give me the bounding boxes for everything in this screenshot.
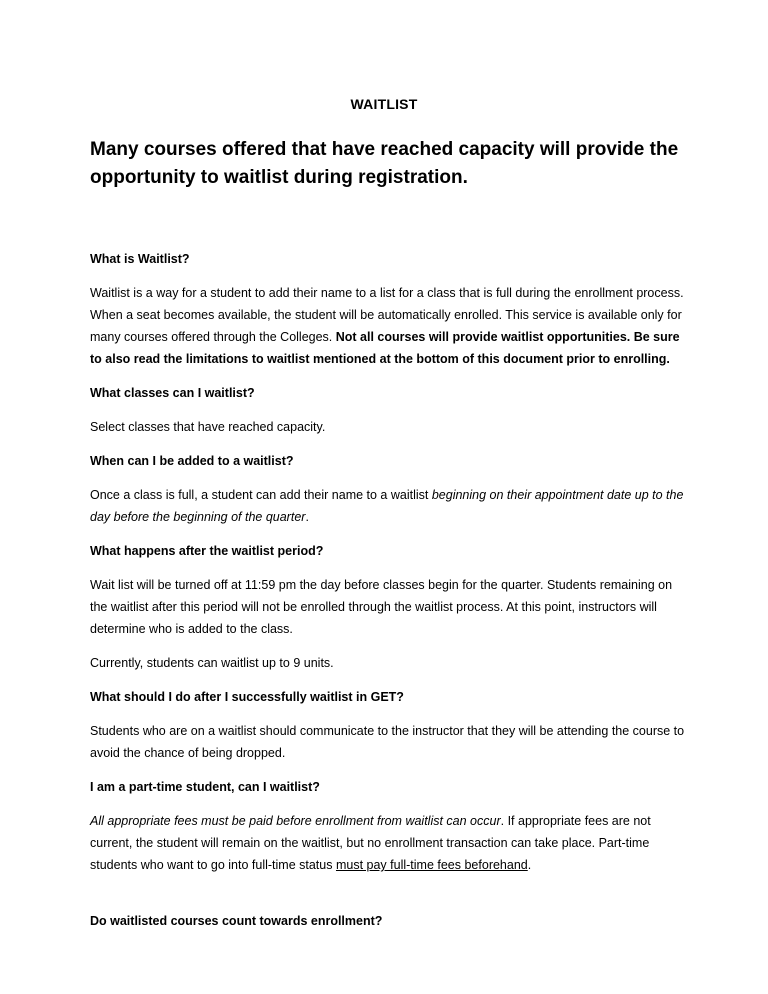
spacer [90,888,686,910]
faq-content [90,248,686,944]
answer-end: . [305,510,309,524]
answer-text: . If appropriate fees are not current, the student will remain on the waitlist, but no enrollment transaction can take place. Part-time students who want to go into full-time status [90,814,651,872]
answer-which-classes: Select classes that have reached capacity. [90,420,326,434]
answer-when-added [90,484,686,528]
answer-unit-limit: Currently, students can waitlist up to 9 units. [90,656,334,670]
intro-statement: Many courses offered that have reached capacity will provide the opportunity to waitlist during registration. [90,139,679,188]
answer-what-is-waitlist [90,282,686,370]
answer-text: Waitlist is a way for a student to add their name to a list for a class that is full during the enrollment process. When a seat becomes available, the student will be automatically enrolled. This service is available only for many courses offered through the Colleges. [90,286,684,344]
question-what-is-waitlist: What is Waitlist? [90,252,190,266]
document-title: WAITLIST [350,96,418,112]
question-after-period: What happens after the waitlist period? [90,544,324,558]
answer-italic-text: beginning on their appointment date up to the day before the beginning of the quarter [90,488,684,524]
answer-text: Once a class is full, a student can add their name to a waitlist [90,488,432,502]
answer-italic-text: All appropriate fees must be paid before enrollment from waitlist can occur [90,814,501,828]
question-count-towards-enrollment: Do waitlisted courses count towards enrollment? [90,914,383,928]
answer-underlined-text: must pay full-time fees beforehand [335,858,528,872]
answer-what-should-i-do: Students who are on a waitlist should communicate to the instructor that they will be attending the course to avoid the chance of being dropped. [90,724,685,760]
answer-after-period: Wait list will be turned off at 11:59 pm the day before classes begin for the quarter. Students remaining on the waitlist after this period will not be enrolled through the waitlist process. At this point, instructors will determine who is added to the class. [90,578,673,636]
answer-end: . [527,858,532,872]
question-part-time: I am a part-time student, can I waitlist? [90,780,320,794]
question-which-classes: What classes can I waitlist? [90,386,255,400]
question-what-should-i-do: What should I do after I successfully waitlist in GET? [90,690,404,704]
answer-bold-note: Not all courses will provide waitlist opportunities. Be sure to also read the limitations to waitlist mentioned at the bottom of this document prior to enrolling. [90,330,680,366]
question-when-added: When can I be added to a waitlist? [90,454,294,468]
answer-part-time [90,810,686,876]
